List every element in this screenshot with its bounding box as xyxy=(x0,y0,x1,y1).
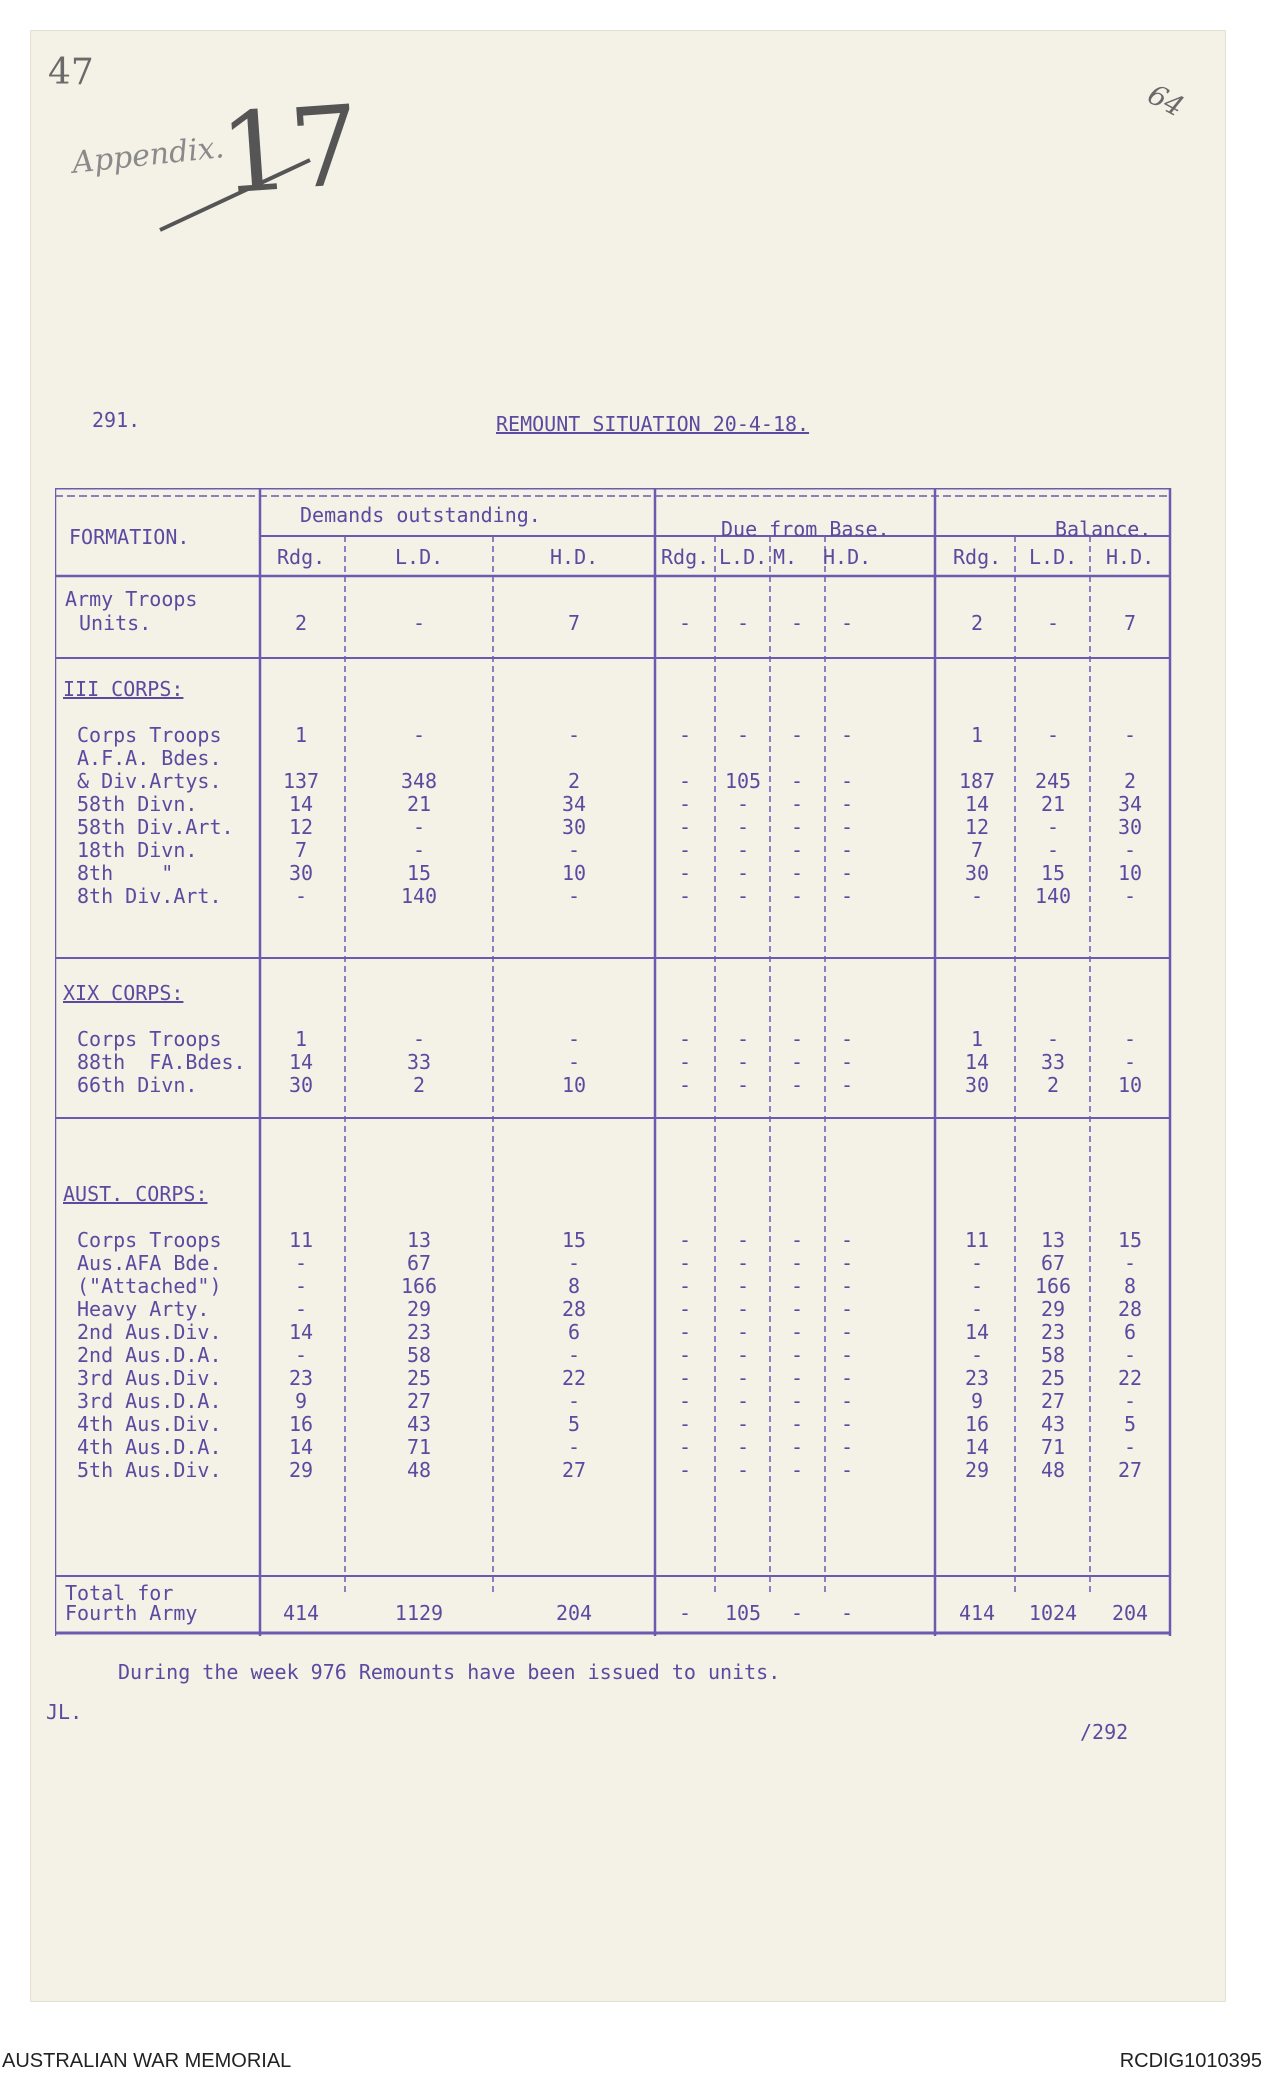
cell-s0-r0-9: - xyxy=(1123,723,1137,747)
cell-s0-r6-0: 30 xyxy=(288,861,314,885)
section-heading-2: AUST. CORPS: xyxy=(63,1182,208,1206)
cell-s2-r6-2: 22 xyxy=(561,1366,587,1390)
appendix-stamp: Appendix. xyxy=(70,130,226,181)
row-label-s0-r3: 58th Divn. xyxy=(77,792,198,816)
cell-s1-r0-0: 1 xyxy=(294,1027,308,1051)
header-demands-outstanding: Demands outstanding. xyxy=(300,503,541,527)
row-label-s2-r10: 5th Aus.Div. xyxy=(77,1458,222,1482)
row-label-s2-r7: 3rd Aus.D.A. xyxy=(77,1389,222,1413)
folio-number-top-left: 47 xyxy=(48,52,94,93)
cell-s2-r6-5: - xyxy=(790,1366,804,1390)
cell-s1-r0-3: - xyxy=(678,1027,692,1051)
cell-s2-r4-8: 23 xyxy=(1040,1320,1066,1344)
cell-s2-r2-7: - xyxy=(970,1274,984,1298)
cell-s2-r1-2: - xyxy=(567,1251,581,1275)
cell-s0-r2-8: 245 xyxy=(1034,769,1072,793)
cell-s2-r6-9: 22 xyxy=(1117,1366,1143,1390)
cell-s0-r3-6: - xyxy=(840,792,854,816)
cell-s1-r0-5: - xyxy=(790,1027,804,1051)
cell-s1-r2-4: - xyxy=(736,1073,750,1097)
cell-s2-r8-4: - xyxy=(736,1412,750,1436)
cell-s2-r9-6: - xyxy=(840,1435,854,1459)
next-page-reference: /292 xyxy=(1080,1720,1129,1744)
cell-s0-r4-4: - xyxy=(736,815,750,839)
cell-s2-r1-6: - xyxy=(840,1251,854,1275)
cell-s2-r5-8: 58 xyxy=(1040,1343,1066,1367)
cell-s2-r5-2: - xyxy=(567,1343,581,1367)
row-label-army-troops-1: Army Troops xyxy=(65,587,198,611)
cell-s2-r7-2: - xyxy=(567,1389,581,1413)
row-label-army-troops: Units. xyxy=(79,611,152,635)
cell-s2-r4-6: - xyxy=(840,1320,854,1344)
cell-s1-r0-2: - xyxy=(567,1027,581,1051)
cell-s2-r0-1: 13 xyxy=(406,1228,432,1252)
cell-s2-r1-8: 67 xyxy=(1040,1251,1066,1275)
cell-s2-r0-6: - xyxy=(840,1228,854,1252)
cell-s1-r2-1: 2 xyxy=(412,1073,426,1097)
cell-s0-r7-6: - xyxy=(840,884,854,908)
cell-s0-r6-3: - xyxy=(678,861,692,885)
cell-s2-r3-1: 29 xyxy=(406,1297,432,1321)
cell-s1-r0-4: - xyxy=(736,1027,750,1051)
subheader-1: L.D. xyxy=(395,545,444,569)
cell-s0-r5-6: - xyxy=(840,838,854,862)
cell-s2-r7-6: - xyxy=(840,1389,854,1413)
cell-s2-r10-8: 48 xyxy=(1040,1458,1066,1482)
cell-s2-r2-9: 8 xyxy=(1123,1274,1137,1298)
cell-s0-r2-9: 2 xyxy=(1123,769,1137,793)
cell-s2-r10-2: 27 xyxy=(561,1458,587,1482)
cell-s1-r0-1: - xyxy=(412,1027,426,1051)
row-label-s2-r1: Aus.AFA Bde. xyxy=(77,1251,222,1275)
initials: JL. xyxy=(46,1700,83,1724)
cell-s0-r7-8: 140 xyxy=(1034,884,1072,908)
cell-s2-r6-0: 23 xyxy=(288,1366,314,1390)
cell-army-troops-7: 2 xyxy=(970,611,984,635)
cell-s0-r7-1: 140 xyxy=(400,884,438,908)
row-label-s0-r5: 18th Divn. xyxy=(77,838,198,862)
cell-s2-r9-8: 71 xyxy=(1040,1435,1066,1459)
cell-s0-r2-6: - xyxy=(840,769,854,793)
cell-s2-r5-4: - xyxy=(736,1343,750,1367)
cell-s2-r0-8: 13 xyxy=(1040,1228,1066,1252)
cell-s0-r4-7: 12 xyxy=(964,815,990,839)
cell-s0-r6-4: - xyxy=(736,861,750,885)
cell-s0-r0-7: 1 xyxy=(970,723,984,747)
cell-s1-r1-9: - xyxy=(1123,1050,1137,1074)
cell-s0-r5-2: - xyxy=(567,838,581,862)
row-label-total-1: Total for xyxy=(65,1581,174,1605)
cell-total-5: - xyxy=(790,1601,804,1625)
cell-s2-r7-0: 9 xyxy=(294,1389,308,1413)
cell-s1-r2-8: 2 xyxy=(1046,1073,1060,1097)
cell-total-8: 1024 xyxy=(1028,1601,1078,1625)
cell-s0-r7-3: - xyxy=(678,884,692,908)
cell-s2-r8-6: - xyxy=(840,1412,854,1436)
cell-s2-r2-3: - xyxy=(678,1274,692,1298)
cell-s2-r4-1: 23 xyxy=(406,1320,432,1344)
cell-s2-r8-8: 43 xyxy=(1040,1412,1066,1436)
cell-s2-r8-0: 16 xyxy=(288,1412,314,1436)
document-number: 291. xyxy=(92,408,141,432)
cell-s2-r0-2: 15 xyxy=(561,1228,587,1252)
cell-total-4: 105 xyxy=(724,1601,762,1625)
cell-s2-r4-3: - xyxy=(678,1320,692,1344)
cell-s0-r6-7: 30 xyxy=(964,861,990,885)
cell-s0-r3-3: - xyxy=(678,792,692,816)
cell-s2-r3-3: - xyxy=(678,1297,692,1321)
cell-s2-r10-5: - xyxy=(790,1458,804,1482)
row-label-s0-r6: 8th " xyxy=(77,861,174,885)
cell-s0-r0-2: - xyxy=(567,723,581,747)
cell-s2-r9-1: 71 xyxy=(406,1435,432,1459)
cell-s2-r5-9: - xyxy=(1123,1343,1137,1367)
cell-s0-r6-9: 10 xyxy=(1117,861,1143,885)
cell-s0-r2-2: 2 xyxy=(567,769,581,793)
cell-s2-r3-7: - xyxy=(970,1297,984,1321)
cell-s2-r1-1: 67 xyxy=(406,1251,432,1275)
cell-s2-r10-4: - xyxy=(736,1458,750,1482)
appendix-number: 17 xyxy=(215,81,365,219)
cell-s1-r1-3: - xyxy=(678,1050,692,1074)
cell-s0-r0-6: - xyxy=(840,723,854,747)
closing-note: During the week 976 Remounts have been issued to units. xyxy=(118,1660,781,1684)
row-label-s0-r4: 58th Div.Art. xyxy=(77,815,234,839)
cell-s0-r6-6: - xyxy=(840,861,854,885)
cell-s2-r1-3: - xyxy=(678,1251,692,1275)
cell-army-troops-2: 7 xyxy=(567,611,581,635)
cell-s0-r7-4: - xyxy=(736,884,750,908)
document-title: REMOUNT SITUATION 20-4-18. xyxy=(496,412,810,436)
row-label-s2-r8: 4th Aus.Div. xyxy=(77,1412,222,1436)
row-label-s0-r0: Corps Troops xyxy=(77,723,222,747)
cell-s2-r7-4: - xyxy=(736,1389,750,1413)
cell-s1-r0-9: - xyxy=(1123,1027,1137,1051)
cell-s2-r3-2: 28 xyxy=(561,1297,587,1321)
cell-s2-r9-0: 14 xyxy=(288,1435,314,1459)
header-due-from-base: Due from Base. xyxy=(721,517,890,541)
cell-s2-r0-4: - xyxy=(736,1228,750,1252)
cell-s0-r6-2: 10 xyxy=(561,861,587,885)
cell-s2-r9-4: - xyxy=(736,1435,750,1459)
cell-s2-r0-3: - xyxy=(678,1228,692,1252)
cell-s1-r2-3: - xyxy=(678,1073,692,1097)
cell-s2-r2-8: 166 xyxy=(1034,1274,1072,1298)
folio-number-top-right: 64 xyxy=(1142,77,1190,124)
cell-s2-r10-1: 48 xyxy=(406,1458,432,1482)
cell-s0-r3-8: 21 xyxy=(1040,792,1066,816)
cell-s0-r2-7: 187 xyxy=(958,769,996,793)
cell-s2-r4-5: - xyxy=(790,1320,804,1344)
cell-s0-r4-2: 30 xyxy=(561,815,587,839)
cell-army-troops-6: - xyxy=(840,611,854,635)
cell-s1-r1-0: 14 xyxy=(288,1050,314,1074)
cell-s0-r7-0: - xyxy=(294,884,308,908)
cell-army-troops-5: - xyxy=(790,611,804,635)
cell-s0-r3-2: 34 xyxy=(561,792,587,816)
cell-s0-r0-0: 1 xyxy=(294,723,308,747)
cell-s2-r10-6: - xyxy=(840,1458,854,1482)
cell-total-2: 204 xyxy=(555,1601,593,1625)
cell-s2-r2-6: - xyxy=(840,1274,854,1298)
cell-s0-r3-9: 34 xyxy=(1117,792,1143,816)
cell-s2-r9-5: - xyxy=(790,1435,804,1459)
cell-s0-r2-3: - xyxy=(678,769,692,793)
cell-s2-r7-9: - xyxy=(1123,1389,1137,1413)
cell-s1-r2-2: 10 xyxy=(561,1073,587,1097)
cell-s2-r2-2: 8 xyxy=(567,1274,581,1298)
cell-s1-r1-8: 33 xyxy=(1040,1050,1066,1074)
cell-s0-r5-4: - xyxy=(736,838,750,862)
row-label-s2-r9: 4th Aus.D.A. xyxy=(77,1435,222,1459)
cell-s1-r1-2: - xyxy=(567,1050,581,1074)
cell-s0-r0-1: - xyxy=(412,723,426,747)
cell-s1-r0-8: - xyxy=(1046,1027,1060,1051)
cell-total-9: 204 xyxy=(1111,1601,1149,1625)
row-label-s1-r2: 66th Divn. xyxy=(77,1073,198,1097)
row-label-s2-r6: 3rd Aus.Div. xyxy=(77,1366,222,1390)
cell-s2-r8-2: 5 xyxy=(567,1412,581,1436)
cell-s2-r8-1: 43 xyxy=(406,1412,432,1436)
cell-s2-r5-3: - xyxy=(678,1343,692,1367)
row-label-s2-r4: 2nd Aus.Div. xyxy=(77,1320,222,1344)
cell-s0-r3-7: 14 xyxy=(964,792,990,816)
cell-army-troops-9: 7 xyxy=(1123,611,1137,635)
cell-s0-r6-8: 15 xyxy=(1040,861,1066,885)
cell-s2-r1-4: - xyxy=(736,1251,750,1275)
subheader-4: L.D. xyxy=(719,545,768,569)
row-label-s0-r1: A.F.A. Bdes. xyxy=(77,746,222,770)
cell-s0-r3-5: - xyxy=(790,792,804,816)
footer-left: AUSTRALIAN WAR MEMORIAL xyxy=(2,2050,292,2072)
appendix-pencil-stroke xyxy=(150,150,320,240)
cell-s2-r3-5: - xyxy=(790,1297,804,1321)
cell-s2-r5-0: - xyxy=(294,1343,308,1367)
cell-s2-r2-0: - xyxy=(294,1274,308,1298)
cell-s2-r2-1: 166 xyxy=(400,1274,438,1298)
cell-s0-r3-1: 21 xyxy=(406,792,432,816)
row-label-s2-r2: ("Attached") xyxy=(77,1274,222,1298)
row-label-s1-r0: Corps Troops xyxy=(77,1027,222,1051)
cell-s0-r5-7: 7 xyxy=(970,838,984,862)
cell-s2-r8-9: 5 xyxy=(1123,1412,1137,1436)
cell-s0-r3-0: 14 xyxy=(288,792,314,816)
cell-s2-r3-0: - xyxy=(294,1297,308,1321)
cell-s2-r4-0: 14 xyxy=(288,1320,314,1344)
cell-s1-r1-1: 33 xyxy=(406,1050,432,1074)
cell-s0-r7-7: - xyxy=(970,884,984,908)
cell-total-6: - xyxy=(840,1601,854,1625)
cell-army-troops-4: - xyxy=(736,611,750,635)
subheader-2: H.D. xyxy=(550,545,599,569)
cell-s1-r1-5: - xyxy=(790,1050,804,1074)
row-label-s1-r1: 88th FA.Bdes. xyxy=(77,1050,246,1074)
cell-s2-r4-9: 6 xyxy=(1123,1320,1137,1344)
cell-s2-r8-3: - xyxy=(678,1412,692,1436)
cell-s1-r2-6: - xyxy=(840,1073,854,1097)
cell-s2-r9-7: 14 xyxy=(964,1435,990,1459)
cell-s1-r0-6: - xyxy=(840,1027,854,1051)
cell-army-troops-1: - xyxy=(412,611,426,635)
cell-total-3: - xyxy=(678,1601,692,1625)
cell-s0-r4-1: - xyxy=(412,815,426,839)
cell-s0-r0-3: - xyxy=(678,723,692,747)
cell-s2-r1-0: - xyxy=(294,1251,308,1275)
cell-s2-r0-7: 11 xyxy=(964,1228,990,1252)
cell-s2-r3-4: - xyxy=(736,1297,750,1321)
cell-s0-r4-3: - xyxy=(678,815,692,839)
subheader-6: H.D. xyxy=(823,545,872,569)
cell-s2-r10-9: 27 xyxy=(1117,1458,1143,1482)
cell-s0-r4-8: - xyxy=(1046,815,1060,839)
cell-s0-r7-2: - xyxy=(567,884,581,908)
cell-s2-r4-7: 14 xyxy=(964,1320,990,1344)
cell-army-troops-3: - xyxy=(678,611,692,635)
cell-s0-r5-9: - xyxy=(1123,838,1137,862)
cell-s0-r3-4: - xyxy=(736,792,750,816)
subheader-7: Rdg. xyxy=(953,545,1002,569)
cell-army-troops-8: - xyxy=(1046,611,1060,635)
cell-s2-r0-5: - xyxy=(790,1228,804,1252)
cell-s0-r7-9: - xyxy=(1123,884,1137,908)
cell-s2-r7-3: - xyxy=(678,1389,692,1413)
cell-s0-r2-1: 348 xyxy=(400,769,438,793)
row-label-s2-r3: Heavy Arty. xyxy=(77,1297,210,1321)
cell-s0-r0-5: - xyxy=(790,723,804,747)
cell-s2-r9-3: - xyxy=(678,1435,692,1459)
cell-s2-r2-5: - xyxy=(790,1274,804,1298)
cell-s0-r4-6: - xyxy=(840,815,854,839)
section-heading-0: III CORPS: xyxy=(63,677,184,701)
cell-s2-r3-8: 29 xyxy=(1040,1297,1066,1321)
cell-s2-r6-6: - xyxy=(840,1366,854,1390)
cell-total-0: 414 xyxy=(282,1601,320,1625)
remount-table xyxy=(55,488,1230,1636)
cell-s2-r9-9: - xyxy=(1123,1435,1137,1459)
cell-s2-r0-9: 15 xyxy=(1117,1228,1143,1252)
cell-s0-r7-5: - xyxy=(790,884,804,908)
cell-s0-r4-9: 30 xyxy=(1117,815,1143,839)
cell-s2-r6-4: - xyxy=(736,1366,750,1390)
subheader-5: M. xyxy=(773,545,798,569)
cell-s2-r6-1: 25 xyxy=(406,1366,432,1390)
cell-s0-r0-4: - xyxy=(736,723,750,747)
cell-s2-r10-3: - xyxy=(678,1458,692,1482)
subheader-9: H.D. xyxy=(1106,545,1155,569)
cell-s0-r5-0: 7 xyxy=(294,838,308,862)
cell-s0-r6-5: - xyxy=(790,861,804,885)
cell-s2-r10-7: 29 xyxy=(964,1458,990,1482)
cell-s1-r1-4: - xyxy=(736,1050,750,1074)
subheader-8: L.D. xyxy=(1029,545,1078,569)
cell-s0-r5-3: - xyxy=(678,838,692,862)
cell-s2-r1-5: - xyxy=(790,1251,804,1275)
header-formation: FORMATION. xyxy=(69,525,190,549)
cell-s2-r8-5: - xyxy=(790,1412,804,1436)
row-label-s2-r0: Corps Troops xyxy=(77,1228,222,1252)
cell-s2-r8-7: 16 xyxy=(964,1412,990,1436)
row-label-total: Fourth Army xyxy=(65,1601,198,1625)
cell-s2-r5-5: - xyxy=(790,1343,804,1367)
section-heading-1: XIX CORPS: xyxy=(63,981,184,1005)
cell-s2-r3-9: 28 xyxy=(1117,1297,1143,1321)
cell-s1-r1-7: 14 xyxy=(964,1050,990,1074)
header-balance: Balance. xyxy=(1055,517,1152,541)
cell-s2-r0-0: 11 xyxy=(288,1228,314,1252)
cell-s2-r3-6: - xyxy=(840,1297,854,1321)
cell-s0-r5-5: - xyxy=(790,838,804,862)
subheader-0: Rdg. xyxy=(277,545,326,569)
row-label-s0-r2: & Div.Artys. xyxy=(77,769,222,793)
cell-s2-r6-7: 23 xyxy=(964,1366,990,1390)
cell-s2-r4-2: 6 xyxy=(567,1320,581,1344)
cell-s2-r1-7: - xyxy=(970,1251,984,1275)
cell-s2-r1-9: - xyxy=(1123,1251,1137,1275)
cell-s2-r7-8: 27 xyxy=(1040,1389,1066,1413)
cell-s2-r2-4: - xyxy=(736,1274,750,1298)
cell-s0-r4-5: - xyxy=(790,815,804,839)
cell-s0-r0-8: - xyxy=(1046,723,1060,747)
cell-s0-r2-5: - xyxy=(790,769,804,793)
row-label-s0-r7: 8th Div.Art. xyxy=(77,884,222,908)
cell-s0-r5-8: - xyxy=(1046,838,1060,862)
cell-s2-r6-3: - xyxy=(678,1366,692,1390)
cell-s2-r7-7: 9 xyxy=(970,1389,984,1413)
cell-s2-r4-4: - xyxy=(736,1320,750,1344)
cell-s1-r2-5: - xyxy=(790,1073,804,1097)
cell-s2-r7-5: - xyxy=(790,1389,804,1413)
cell-s2-r5-1: 58 xyxy=(406,1343,432,1367)
cell-s0-r2-0: 137 xyxy=(282,769,320,793)
cell-s1-r0-7: 1 xyxy=(970,1027,984,1051)
cell-total-7: 414 xyxy=(958,1601,996,1625)
cell-s1-r2-0: 30 xyxy=(288,1073,314,1097)
cell-s0-r5-1: - xyxy=(412,838,426,862)
cell-s2-r9-2: - xyxy=(567,1435,581,1459)
cell-s0-r6-1: 15 xyxy=(406,861,432,885)
cell-total-1: 1129 xyxy=(394,1601,444,1625)
cell-army-troops-0: 2 xyxy=(294,611,308,635)
row-label-s2-r5: 2nd Aus.D.A. xyxy=(77,1343,222,1367)
cell-s2-r7-1: 27 xyxy=(406,1389,432,1413)
cell-s1-r2-7: 30 xyxy=(964,1073,990,1097)
cell-s0-r4-0: 12 xyxy=(288,815,314,839)
cell-s1-r1-6: - xyxy=(840,1050,854,1074)
cell-s2-r5-7: - xyxy=(970,1343,984,1367)
cell-s2-r5-6: - xyxy=(840,1343,854,1367)
cell-s1-r2-9: 10 xyxy=(1117,1073,1143,1097)
cell-s0-r2-4: 105 xyxy=(724,769,762,793)
cell-s2-r6-8: 25 xyxy=(1040,1366,1066,1390)
subheader-3: Rdg. xyxy=(661,545,710,569)
cell-s2-r10-0: 29 xyxy=(288,1458,314,1482)
footer-right: RCDIG1010395 xyxy=(1119,2050,1262,2072)
